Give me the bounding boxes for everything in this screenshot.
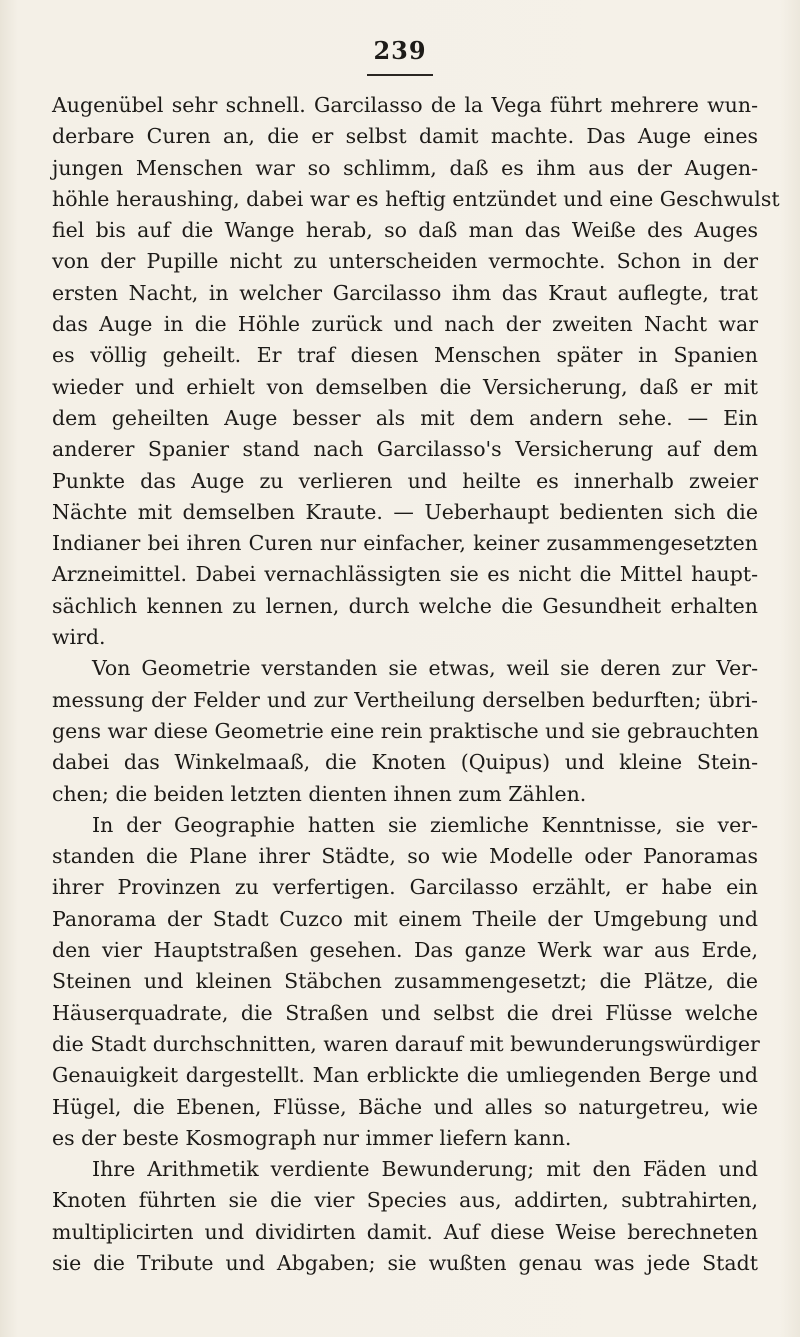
- text-line: Hügel, die Ebenen, Flüsse, Bäche und alles so naturgetreu, wie: [52, 1094, 758, 1119]
- page-number: 239: [373, 36, 427, 65]
- text-line: höhle heraushing, dabei war es heftig entzündet und eine Geschwulst: [52, 186, 780, 211]
- text-line: Punkte das Auge zu verlieren und heilte es innerhalb zweier: [52, 468, 758, 493]
- text-line: Augenübel sehr schnell. Garcilasso de la Vega führt mehrere wun-: [52, 93, 758, 117]
- text-line: messung der Felder und zur Vertheilung derselben bedurften; übri-: [52, 687, 758, 712]
- text-line: von der Pupille nicht zu unterscheiden vermochte. Schon in der: [52, 249, 758, 274]
- text-line: ihrer Provinzen zu verfertigen. Garcilasso erzählt, er habe ein: [52, 875, 758, 900]
- text-line: Genauigkeit dargestellt. Man erblickte die umliegenden Berge und: [52, 1063, 758, 1088]
- text-line: die Stadt durchschnitten, waren darauf mit bewunderungswürdiger: [52, 1031, 760, 1056]
- text-line: multiplicirten und dividirten damit. Auf diese Weise berechneten: [52, 1219, 758, 1244]
- text-line: gens war diese Geometrie eine rein praktische und sie gebrauchten: [52, 718, 759, 743]
- text-line: das Auge in die Höhle zurück und nach der zweiten Nacht war: [52, 312, 758, 337]
- text-line: derbare Curen an, die er selbst damit machte. Das Auge eines: [52, 124, 758, 149]
- text-line: standen die Plane ihrer Städte, so wie Modelle oder Panoramas: [52, 844, 758, 869]
- text-line: anderer Spanier stand nach Garcilasso's Versicherung auf dem: [52, 437, 758, 462]
- text-line: fiel bis auf die Wange herab, so daß man das Weiße des Auges: [52, 218, 758, 243]
- text-line: sächlich kennen zu lernen, durch welche die Gesundheit erhalten: [52, 593, 758, 618]
- text-line: Nächte mit demselben Kraute. — Ueberhaupt bedienten sich die: [52, 499, 758, 524]
- text-line: den vier Hauptstraßen gesehen. Das ganze Werk war aus Erde,: [52, 938, 758, 963]
- text-line: Steinen und kleinen Stäbchen zusammengesetzt; die Plätze, die: [52, 969, 758, 994]
- text-line: jungen Menschen war so schlimm, daß es ihm aus der Augen-: [52, 155, 758, 180]
- text-line: Knoten führten sie die vier Species aus, addirten, subtrahirten,: [52, 1188, 758, 1213]
- text-line: Indianer bei ihren Curen nur einfacher, keiner zusammengesetzten: [52, 531, 758, 556]
- text-line: dem geheilten Auge besser als mit dem andern sehe. — Ein: [52, 405, 758, 430]
- text-line: chen; die beiden letzten dienten ihnen zum Zählen.: [52, 781, 587, 806]
- text-line: wird.: [52, 625, 106, 650]
- text-line: sie die Tribute und Abgaben; sie wußten genau was jede Stadt: [52, 1250, 758, 1275]
- text-line: es der beste Kosmograph nur immer liefern kann.: [52, 1125, 572, 1150]
- text-line: ersten Nacht, in welcher Garcilasso ihm das Kraut auflegte, trat: [52, 280, 758, 305]
- text-line: Panorama der Stadt Cuzco mit einem Theile der Umgebung und: [52, 906, 758, 931]
- text-line: Häuserquadrate, die Straßen und selbst die drei Flüsse welche: [52, 1000, 758, 1025]
- text-line: wieder und erhielt von demselben die Versicherung, daß er mit: [52, 374, 758, 399]
- text-line: dabei das Winkelmaaß, die Knoten (Quipus) und kleine Stein-: [52, 750, 758, 775]
- header-rule: [367, 74, 433, 76]
- text-line: Arzneimittel. Dabei vernachlässigten sie es nicht die Mittel haupt-: [52, 562, 758, 587]
- body-text: [52, 90, 780, 1279]
- text-line: Von Geometrie verstanden sie etwas, weil sie deren zur Ver-: [92, 656, 758, 681]
- text-line: Ihre Arithmetik verdiente Bewunderung; mit den Fäden und: [92, 1157, 758, 1182]
- text-line: es völlig geheilt. Er traf diesen Menschen später in Spanien: [52, 343, 758, 368]
- text-line: In der Geographie hatten sie ziemliche Kenntnisse, sie ver-: [92, 812, 758, 837]
